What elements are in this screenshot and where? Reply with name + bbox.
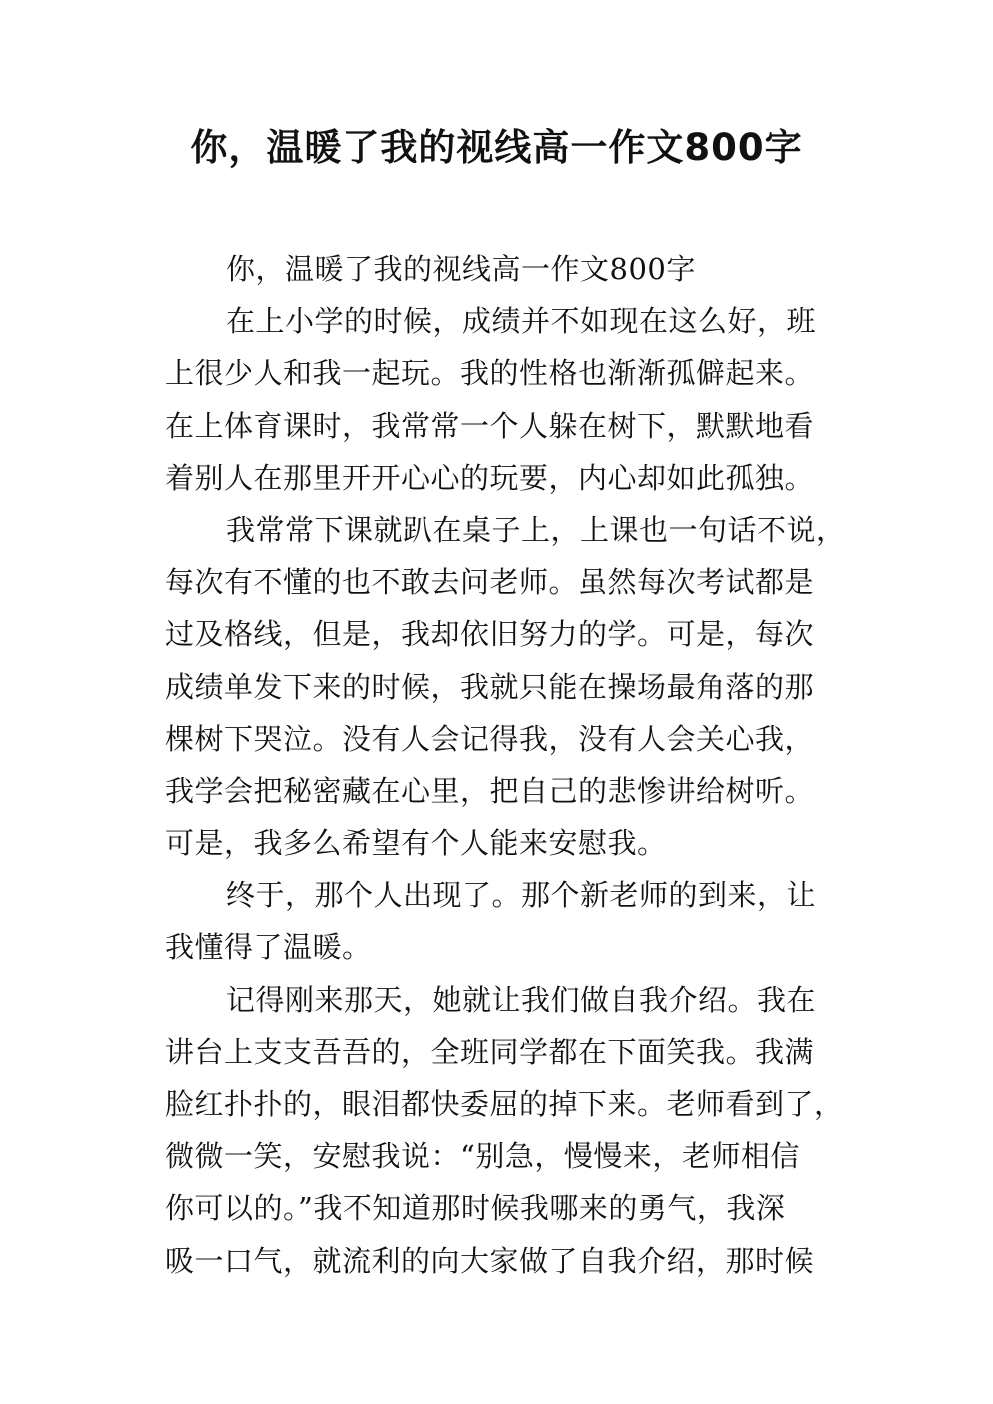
text-line: 可是，我多么希望有个人能来安慰我。 (165, 826, 667, 861)
text-line: 脸红扑扑的，眼泪都快委屈的掉下来。老师看到了， (165, 1087, 844, 1121)
text-line: 棵树下哭泣。没有人会记得我，没有人会关心我， (165, 721, 815, 756)
text-line: 你可以的。”我不知道那时候我哪来的勇气，我深 (165, 1191, 786, 1226)
text-line: 在上体育课时，我常常一个人躲在树下，默默地看 (165, 408, 815, 443)
text-line: 过及格线，但是，我却依旧努力的学。可是，每次 (165, 617, 815, 652)
text-line: 微微一笑，安慰我说：“别急，慢慢来，老师相信 (165, 1139, 800, 1174)
text-line: 讲台上支支吾吾的，全班同学都在下面笑我。我满 (165, 1034, 815, 1069)
text-line: 我懂得了温暖。 (165, 930, 372, 965)
document-title: 你，温暖了我的视线高一作文800字 (190, 126, 803, 169)
text-line: 你，温暖了我的视线高一作文800字 (226, 252, 696, 286)
text-line: 我常常下课就趴在桌子上，上课也一句话不说， (226, 512, 846, 547)
text-line: 成绩单发下来的时候，我就只能在操场最角落的那 (165, 669, 815, 704)
text-line: 每次有不懂的也不敢去问老师。虽然每次考试都是 (165, 565, 815, 600)
document-body (165, 243, 846, 1287)
text-line: 在上小学的时候，成绩并不如现在这么好，班 (226, 304, 817, 339)
text-line: 着别人在那里开开心心的玩要，内心却如此孤独。 (165, 460, 815, 495)
text-line: 我学会把秘密藏在心里，把自己的悲惨讲给树听。 (165, 773, 815, 808)
text-line: 终于，那个人出现了。那个新老师的到来，让 (226, 878, 817, 913)
text-line: 吸一口气，就流利的向大家做了自我介绍，那时候 (165, 1243, 815, 1278)
text-line: 上很少人和我一起玩。我的性格也渐渐孤僻起来。 (165, 356, 815, 391)
text-line: 记得刚来那天，她就让我们做自我介绍。我在 (226, 982, 817, 1017)
